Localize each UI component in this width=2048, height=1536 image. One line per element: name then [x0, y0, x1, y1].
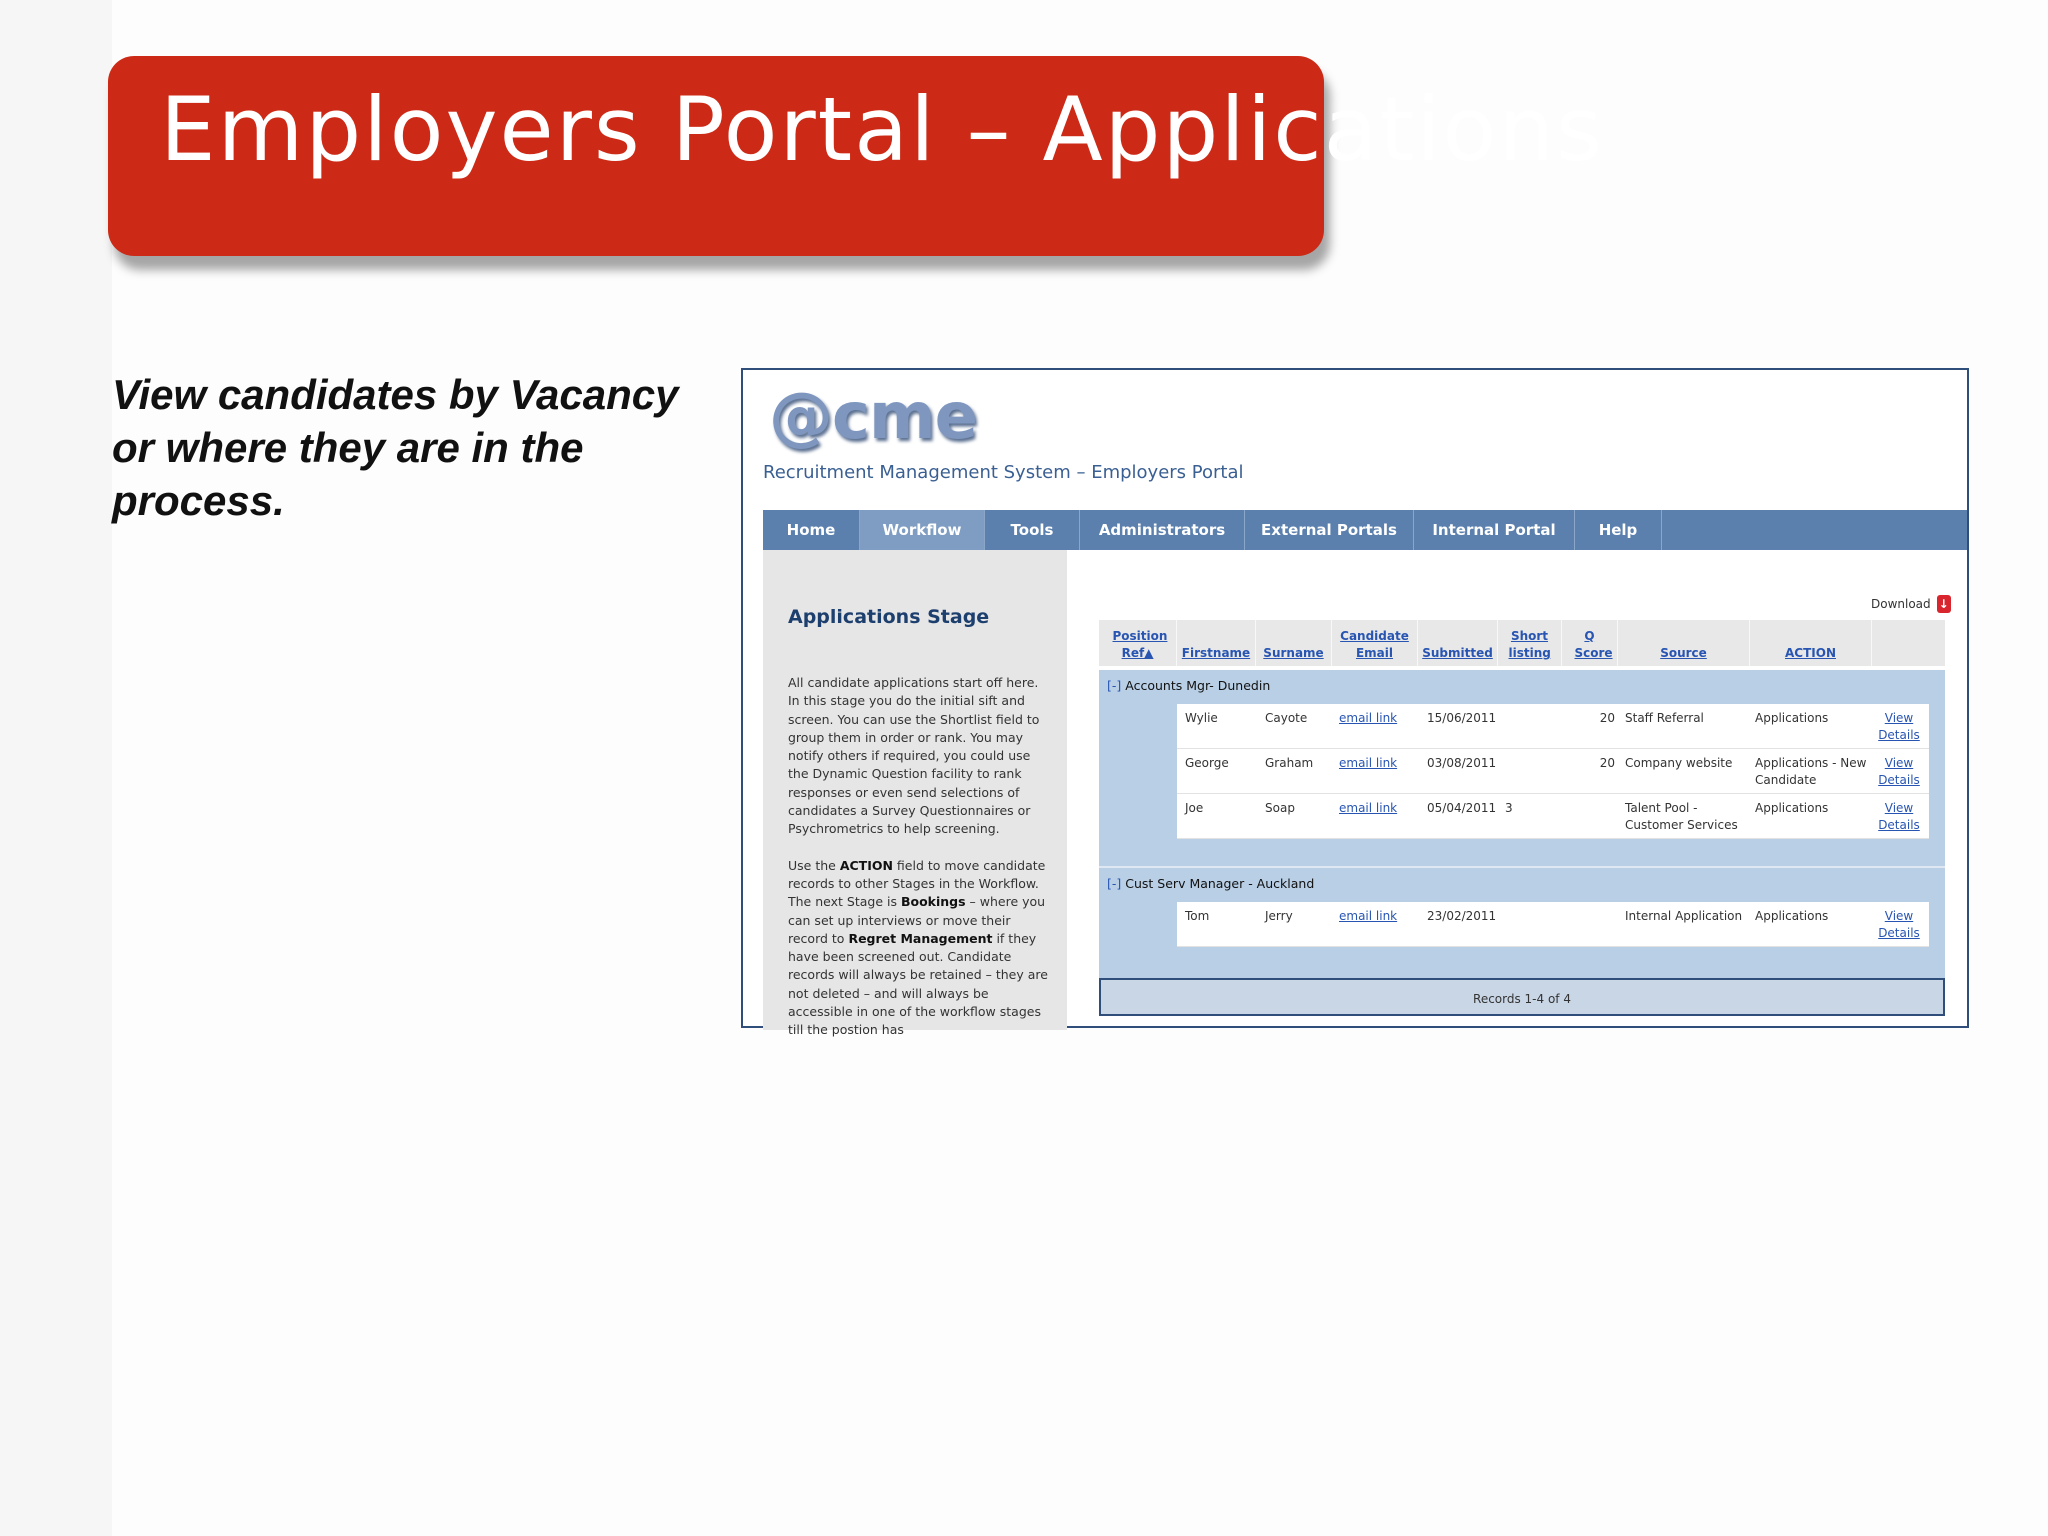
table-header [1099, 620, 1945, 666]
email-link[interactable]: email link [1339, 909, 1398, 923]
cell-action[interactable]: Applications - New Candidate [1755, 756, 1867, 787]
nav-tools[interactable]: Tools [985, 510, 1080, 550]
cell-action[interactable]: Applications [1755, 801, 1829, 815]
nav-external-portals[interactable]: External Portals [1245, 510, 1414, 550]
records-footer: Records 1-4 of 4 [1099, 978, 1945, 1016]
view-details-link[interactable]: View Details [1878, 801, 1920, 832]
col-blank [1872, 620, 1945, 666]
table-row [1177, 902, 1929, 947]
vacancy-group [1099, 866, 1945, 980]
col-surname[interactable]: Surname [1256, 620, 1332, 666]
col-source[interactable]: Source [1618, 620, 1750, 666]
title-banner [108, 56, 1605, 256]
cell-source: Internal Application [1625, 909, 1743, 923]
col-firstname[interactable]: Firstname [1177, 620, 1256, 666]
slide-caption: View candidates by Vacancy or where they are in the process. [112, 371, 679, 524]
cell-qscore: 20 [1599, 711, 1615, 725]
cell-firstname: George [1185, 756, 1229, 770]
vacancy-group [1099, 670, 1945, 866]
col-position-ref[interactable]: Position Ref▲ [1099, 620, 1177, 666]
cell-surname: Soap [1265, 801, 1295, 815]
cell-submitted: 03/08/2011 [1427, 756, 1497, 770]
stage-paragraph-2: Use the ACTION field to move candidate records to other Stages in the Workflow. The next Stage is Bookings – where you can set up interviews or move their record to Regret Management if they have been screened out. Candidate records will always be retained – they are not deleted – and will always be accessible in one of the workflow stages till the postion has [788, 857, 1048, 1038]
view-details-link[interactable]: View Details [1878, 756, 1920, 787]
stage-heading: Applications Stage [788, 606, 990, 628]
col-email[interactable]: Candidate Email [1332, 620, 1418, 666]
view-details-link[interactable]: View Details [1878, 711, 1920, 742]
nav-workflow[interactable]: Workflow [860, 510, 985, 550]
col-qscore[interactable]: Q Score [1562, 620, 1618, 666]
cell-submitted: 05/04/2011 [1427, 801, 1497, 815]
cell-surname: Jerry [1265, 909, 1293, 923]
group-label: [-] Accounts Mgr- Dunedin [1107, 678, 1271, 693]
pdf-download-icon[interactable]: ↓ [1938, 597, 1949, 611]
cell-submitted: 15/06/2011 [1427, 711, 1497, 725]
table-row [1177, 749, 1929, 794]
cell-action[interactable]: Applications [1755, 909, 1829, 923]
cell-shortlisting: 3 [1505, 801, 1513, 815]
table-row [1177, 794, 1929, 839]
cell-source: Talent Pool - Customer Services [1625, 801, 1738, 832]
cell-submitted: 23/02/2011 [1427, 909, 1497, 923]
group-rows [1177, 902, 1929, 947]
group-rows [1177, 704, 1929, 839]
table-row [1177, 704, 1929, 749]
cell-surname: Cayote [1265, 711, 1308, 725]
col-action[interactable]: ACTION [1750, 620, 1872, 666]
collapse-toggle[interactable]: [-] [1107, 678, 1122, 693]
portal-screenshot [741, 368, 1969, 1038]
col-submitted[interactable]: Submitted [1418, 620, 1498, 666]
acme-logo: @cme [769, 380, 978, 454]
view-details-link[interactable]: View Details [1878, 909, 1920, 940]
main-nav [763, 510, 1967, 550]
download-link[interactable] [1871, 595, 1951, 613]
email-link[interactable]: email link [1339, 711, 1398, 725]
email-link[interactable]: email link [1339, 801, 1398, 815]
cell-firstname: Joe [1185, 801, 1204, 815]
download-label: Download [1871, 597, 1931, 611]
cell-action[interactable]: Applications [1755, 711, 1829, 725]
cell-source: Company website [1625, 756, 1733, 770]
nav-home[interactable]: Home [763, 510, 860, 550]
cell-firstname: Wylie [1185, 711, 1218, 725]
cell-firstname: Tom [1185, 909, 1210, 923]
cell-source: Staff Referral [1625, 711, 1704, 725]
email-link[interactable]: email link [1339, 756, 1398, 770]
stage-sidebar [763, 550, 1067, 1038]
collapse-toggle[interactable]: [-] [1107, 876, 1122, 891]
slide-title: Employers Portal – Applications [160, 78, 1605, 181]
portal-subtitle: Recruitment Management System – Employers Portal [763, 462, 1244, 483]
nav-administrators[interactable]: Administrators [1080, 510, 1245, 550]
col-shortlisting[interactable]: Short listing [1498, 620, 1562, 666]
nav-internal-portal[interactable]: Internal Portal [1414, 510, 1575, 550]
group-label: [-] Cust Serv Manager - Auckland [1107, 876, 1315, 891]
cell-surname: Graham [1265, 756, 1314, 770]
nav-help[interactable]: Help [1575, 510, 1662, 550]
stage-paragraph-1: All candidate applications start off here. In this stage you do the initial sift and screen. You can use the Shortlist field to group them in order or rank. You may notify others if required, you could use the Dynamic Question facility to rank responses or even send selections of candidates a Survey Questionnaires or Psychrometrics to help screening. [788, 675, 1040, 837]
stage-description [788, 674, 1052, 1058]
cell-qscore: 20 [1599, 756, 1615, 770]
